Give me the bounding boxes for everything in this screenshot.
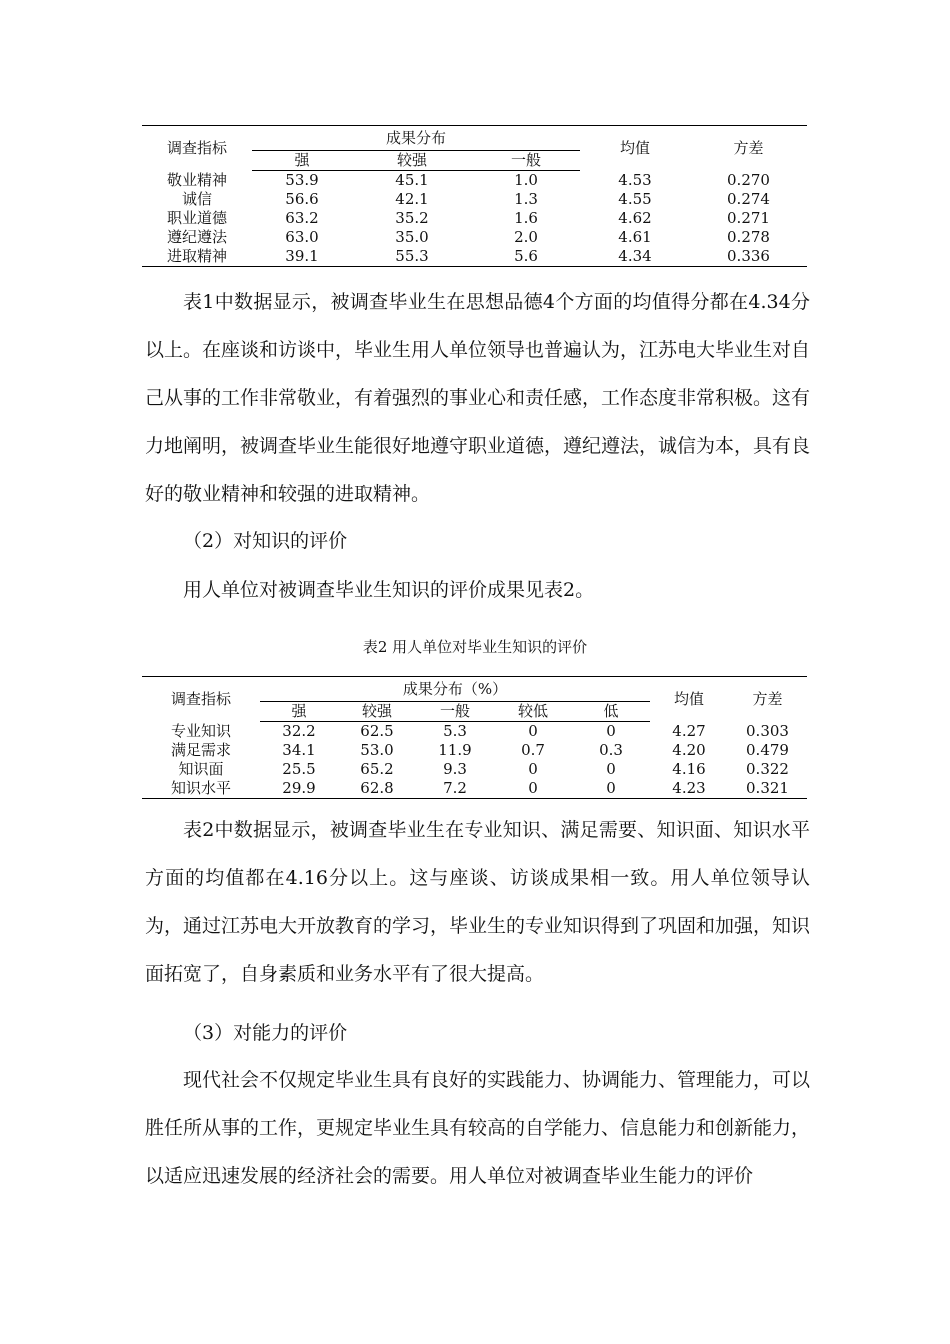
cell-value: 11.9 — [438, 741, 472, 759]
row-label: 诚信 — [181, 190, 212, 208]
cell-mean: 4.27 — [672, 721, 706, 740]
subheader-strong: 强 — [260, 702, 338, 722]
cell-value: 0 — [606, 722, 616, 740]
header-distribution: 成果分布 — [252, 126, 580, 151]
cell-mean: 4.55 — [618, 190, 652, 208]
cell-value: 63.0 — [285, 228, 319, 246]
cell-value: 0 — [528, 722, 538, 740]
row-label: 满足需求 — [170, 741, 231, 759]
table-row — [142, 190, 807, 209]
header-variance: 方差 — [690, 126, 807, 171]
cell-mean: 4.23 — [650, 779, 728, 799]
cell-value: 53.9 — [285, 171, 319, 189]
cell-variance: 0.336 — [690, 247, 807, 267]
row-label: 敬业精神 — [166, 170, 227, 189]
table-row — [142, 760, 807, 779]
paragraph-table2-intro: 用人单位对被调查毕业生知识的评价成果见表2。 — [183, 579, 595, 601]
header-indicator: 调查指标 — [142, 677, 260, 722]
cell-variance: 0.479 — [746, 741, 789, 759]
row-label: 专业知识 — [170, 721, 231, 740]
cell-value: 9.3 — [443, 760, 467, 778]
table-2-knowledge-evaluation — [142, 676, 807, 799]
cell-mean: 4.16 — [672, 760, 706, 778]
cell-value: 25.5 — [282, 760, 316, 778]
table-2-caption: 表2 用人单位对毕业生知识的评价 — [362, 638, 588, 656]
table-row — [142, 722, 807, 742]
cell-value: 34.1 — [282, 741, 316, 759]
cell-variance: 0.270 — [727, 170, 770, 189]
cell-value: 56.6 — [285, 190, 319, 208]
cell-variance: 0.274 — [727, 190, 770, 208]
header-variance: 方差 — [728, 677, 807, 722]
cell-value: 62.5 — [360, 722, 394, 740]
cell-mean: 4.62 — [618, 209, 652, 227]
cell-value: 63.2 — [285, 209, 319, 227]
cell-variance: 0.321 — [728, 779, 807, 799]
cell-value: 7.2 — [416, 779, 494, 799]
cell-variance: 0.278 — [727, 228, 770, 246]
cell-value: 0 — [572, 779, 650, 799]
header-distribution: 成果分布（%） — [260, 677, 650, 702]
paragraph-ability: 现代社会不仅规定毕业生具有良好的实践能力、协调能力、管理能力，可以胜任所从事的工作，更规定毕业生具有较高的自学能力、信息能力和创新能力，以适应迅速发展的经济社会的需要。用人单位对被调查毕业生能力的评价 — [145, 1069, 811, 1187]
cell-value: 1.0 — [514, 171, 538, 189]
table-row — [142, 171, 807, 191]
subheader-strong: 强 — [252, 151, 352, 171]
cell-value: 35.2 — [395, 209, 429, 227]
cell-value: 1.6 — [514, 209, 538, 227]
paragraph-table2-analysis: 表2中数据显示，被调查毕业生在专业知识、满足需要、知识面、知识水平方面的均值都在4.16分以上。这与座谈、访谈成果相一致。用人单位领导认为，通过江苏电大开放教育的学习，毕业生的专业知识得到了巩固和加强，知识面拓宽了，自身素质和业务水平有了很大提高。 — [145, 819, 811, 985]
cell-value: 39.1 — [252, 247, 352, 267]
cell-value: 65.2 — [360, 760, 394, 778]
row-label: 进取精神 — [142, 247, 252, 267]
cell-value: 0 — [494, 779, 572, 799]
cell-value: 55.3 — [352, 247, 472, 267]
cell-variance: 0.322 — [746, 760, 789, 778]
cell-value: 2.0 — [514, 228, 538, 246]
cell-value: 62.8 — [338, 779, 416, 799]
cell-variance: 0.271 — [727, 209, 770, 227]
cell-value: 0 — [606, 760, 616, 778]
subheader-average: 一般 — [416, 702, 494, 722]
cell-value: 5.3 — [443, 722, 467, 740]
cell-value: 1.3 — [514, 190, 538, 208]
paragraph-table1-analysis: 表1中数据显示，被调查毕业生在思想品德4个方面的均值得分都在4.34分以上。在座谈和访谈中，毕业生用人单位领导也普遍认为，江苏电大毕业生对自己从事的工作非常敬业，有着强烈的事业心和责任感，工作态度非常积极。这有力地阐明，被调查毕业生能很好地遵守职业道德，遵纪遵法，诚信为本，具有良好的敬业精神和较强的进取精神。 — [145, 291, 811, 505]
cell-value: 35.0 — [395, 228, 429, 246]
table-row — [142, 741, 807, 760]
table-row — [142, 209, 807, 228]
cell-mean: 4.34 — [580, 247, 690, 267]
cell-value: 45.1 — [395, 171, 429, 189]
row-label: 知识面 — [178, 760, 224, 778]
row-label: 职业道德 — [166, 209, 227, 227]
header-mean: 均值 — [580, 126, 690, 171]
cell-value: 0 — [528, 760, 538, 778]
table-row — [142, 228, 807, 247]
header-indicator: 调查指标 — [142, 126, 252, 171]
cell-value: 32.2 — [282, 722, 316, 740]
cell-value: 53.0 — [360, 741, 394, 759]
subheader-fairly-strong: 较强 — [352, 151, 472, 171]
section-heading-ability: （3）对能力的评价 — [183, 1022, 348, 1044]
cell-mean: 4.53 — [618, 170, 652, 189]
table-1-moral-evaluation — [142, 125, 807, 267]
cell-value: 42.1 — [395, 190, 429, 208]
row-label: 遵纪遵法 — [166, 228, 227, 246]
subheader-fairly-low: 较低 — [494, 702, 572, 722]
subheader-fairly-strong: 较强 — [338, 702, 416, 722]
cell-value: 29.9 — [260, 779, 338, 799]
table-row — [142, 779, 807, 799]
table-row — [142, 247, 807, 267]
header-mean: 均值 — [650, 677, 728, 722]
section-heading-knowledge: （2）对知识的评价 — [183, 530, 348, 552]
cell-mean: 4.61 — [618, 228, 652, 246]
cell-value: 0.3 — [599, 741, 623, 759]
subheader-low: 低 — [572, 702, 650, 722]
cell-value: 0.7 — [521, 741, 545, 759]
cell-mean: 4.20 — [672, 741, 706, 759]
cell-variance: 0.303 — [746, 721, 789, 740]
subheader-average: 一般 — [472, 151, 580, 171]
row-label: 知识水平 — [142, 779, 260, 799]
cell-value: 5.6 — [472, 247, 580, 267]
